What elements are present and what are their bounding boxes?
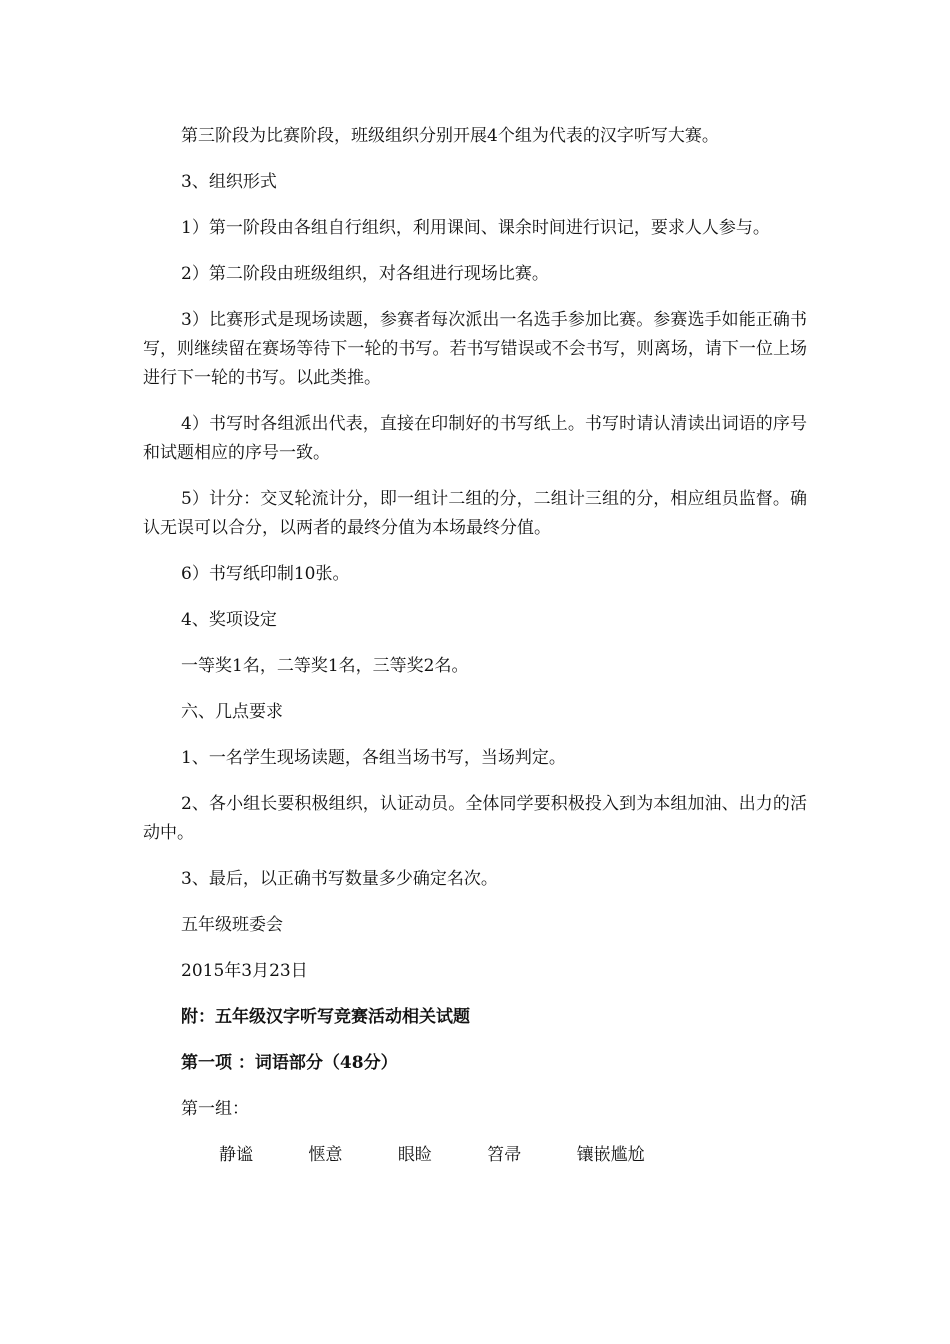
document-body [143, 122, 807, 1170]
paragraph-item-3: 3）比赛形式是现场读题，参赛者每次派出一名选手参加比赛。参赛选手如能正确书写，则继续留在赛场等待下一轮的书写。若书写错误或不会书写，则离场，请下一位上场进行下一轮的书写。以此类推。 [143, 310, 807, 388]
word-item: 笤帚 [487, 1145, 522, 1165]
paragraph-requirement-3: 3、最后，以正确书写数量多少确定名次。 [181, 869, 498, 889]
paragraph-item-6: 6）书写纸印制10张。 [181, 564, 350, 584]
paragraph-stage-three: 第三阶段为比赛阶段，班级组织分别开展4个组为代表的汉字听写大赛。 [181, 126, 719, 146]
paragraph-item-1: 1）第一阶段由各组自行组织，利用课间、课余时间进行识记，要求人人参与。 [181, 218, 770, 238]
paragraph-awards: 一等奖1名，二等奖1名，三等奖2名。 [181, 656, 469, 676]
paragraph-requirement-1: 1、一名学生现场读题，各组当场书写，当场判定。 [181, 748, 566, 768]
group-label-first: 第一组： [181, 1099, 249, 1119]
heading-organization-form: 3、组织形式 [181, 172, 277, 192]
paragraph-item-5: 5）计分：交叉轮流计分，即一组计二组的分，二组计三组的分，相应组员监督。确认无误可以合分，以两者的最终分值为本场最终分值。 [143, 489, 807, 538]
word-item: 镶嵌尴尬 [576, 1145, 645, 1165]
signature-date: 2015年3月23日 [181, 961, 308, 981]
appendix-title: 附：五年级汉字听写竞赛活动相关试题 [181, 1007, 470, 1027]
paragraph-item-4: 4）书写时各组派出代表，直接在印制好的书写纸上。书写时请认清读出词语的序号和试题相应的序号一致。 [143, 414, 807, 463]
section-title-vocabulary: 第一项 ：词语部分（48分） [181, 1053, 398, 1073]
heading-requirements: 六、几点要求 [181, 702, 283, 722]
word-item: 静谧 [219, 1145, 253, 1165]
paragraph-item-2: 2）第二阶段由班级组织，对各组进行现场比赛。 [181, 264, 549, 284]
signature-committee: 五年级班委会 [181, 915, 283, 935]
heading-awards: 4、奖项设定 [181, 610, 277, 630]
word-item: 眼睑 [397, 1145, 432, 1165]
paragraph-requirement-2: 2、各小组长要积极组织，认证动员。全体同学要积极投入到为本组加油、出力的活动中。 [143, 794, 807, 843]
word-list [143, 1141, 807, 1170]
word-item: 惬意 [308, 1145, 343, 1165]
